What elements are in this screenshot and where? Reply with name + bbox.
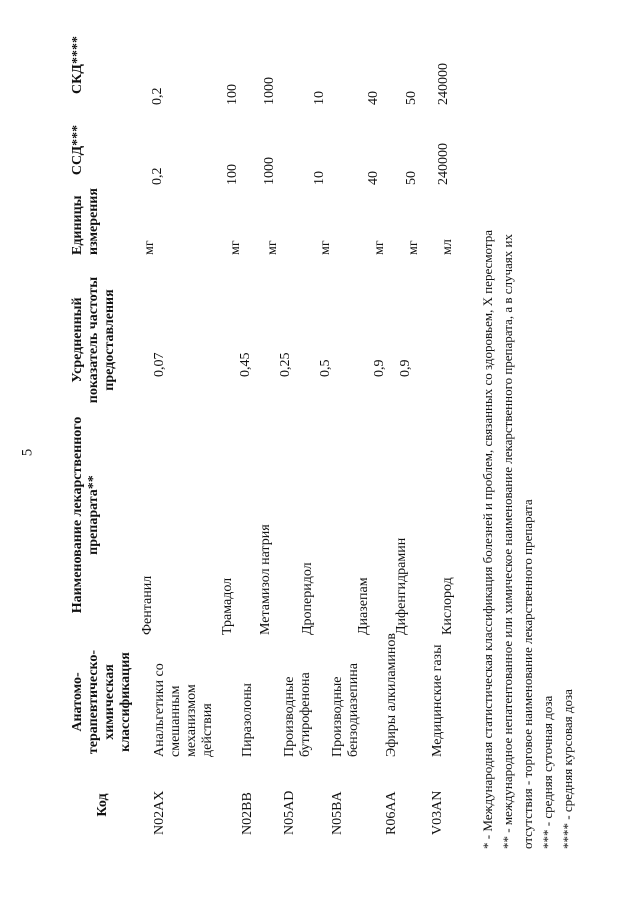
cell-ssd: 100 [225,164,240,185]
cell-skd: 1000 [262,77,277,105]
header-unit: Единицы измерения [70,188,101,255]
footnote: **** - средняя курсовая доза [560,689,575,849]
cell-drug: Метамизол натрия [258,524,273,635]
cell-atc: Пиразолоны [240,683,255,757]
cell-unit: мг [406,240,421,255]
cell-atc: Производные бензодиазепина [330,663,361,757]
cell-ssd: 1000 [262,157,277,185]
cell-drug: Кислород [440,577,455,635]
cell-drug: Фентанил [140,575,155,635]
cell-code: V03AN [430,790,445,835]
cell-freq: 0,25 [278,352,293,377]
cell-freq: 0,9 [372,359,387,377]
cell-atc: Эфиры алкиламинов [384,633,399,757]
cell-drug: Диазепам [356,577,371,635]
cell-atc: Анальгетики со смешанным механизмом действия [152,663,215,757]
cell-skd: 50 [404,91,419,105]
cell-drug: Дроперидол [300,562,315,635]
cell-code: N02AX [152,790,167,835]
cell-unit: мл [440,239,455,255]
header-freq: Усредненный показатель частоты предоставления [70,276,117,404]
cell-code: N05BA [330,791,345,835]
cell-ssd: 40 [366,171,381,185]
page-number: 5 [19,448,36,457]
cell-code: R06AA [384,791,399,835]
cell-code: N02BB [240,792,255,835]
cell-freq: 0,07 [152,352,167,377]
cell-ssd: 10 [312,171,327,185]
footnote: * - Международная статистическая классификация болезней и проблем, связанных со здоровьем, X пересмотра [480,230,495,849]
footnote: ** - международное непатентованное или химическое наименование лекарственного препарата, а в случаях их [500,234,515,849]
footnote: отсутствия - торговое наименование лекарственного препарата [520,499,535,849]
cell-unit: мг [265,240,280,255]
cell-drug: Трамадол [220,577,235,635]
cell-ssd: 50 [404,171,419,185]
header-code: Код [95,793,110,817]
header-atc: Анатомо-терапевтическо-химическая классификация [70,649,133,755]
cell-drug: Дифенгидрамин [394,537,409,635]
cell-skd: 240000 [436,63,451,105]
header-ssd: ССД*** [70,124,85,176]
cell-code: N05AD [282,790,297,835]
cell-unit: мг [372,240,387,255]
cell-skd: 100 [225,84,240,105]
footnote: *** - средняя суточная доза [540,695,555,849]
cell-freq: 0,45 [238,352,253,377]
cell-unit: мг [142,240,157,255]
cell-skd: 40 [366,91,381,105]
cell-ssd: 240000 [436,143,451,185]
cell-unit: мг [228,240,243,255]
cell-skd: 10 [312,91,327,105]
header-skd: СКД**** [70,36,85,94]
cell-freq: 0,9 [398,359,413,377]
cell-unit: мг [318,240,333,255]
cell-ssd: 0,2 [150,167,165,185]
cell-atc: Медицинские газы [430,644,445,757]
header-drug: Наименование лекарственного препарата** [70,416,101,614]
cell-skd: 0,2 [150,87,165,105]
cell-freq: 0,5 [318,359,333,377]
cell-atc: Производные бутирофенона [282,672,313,757]
